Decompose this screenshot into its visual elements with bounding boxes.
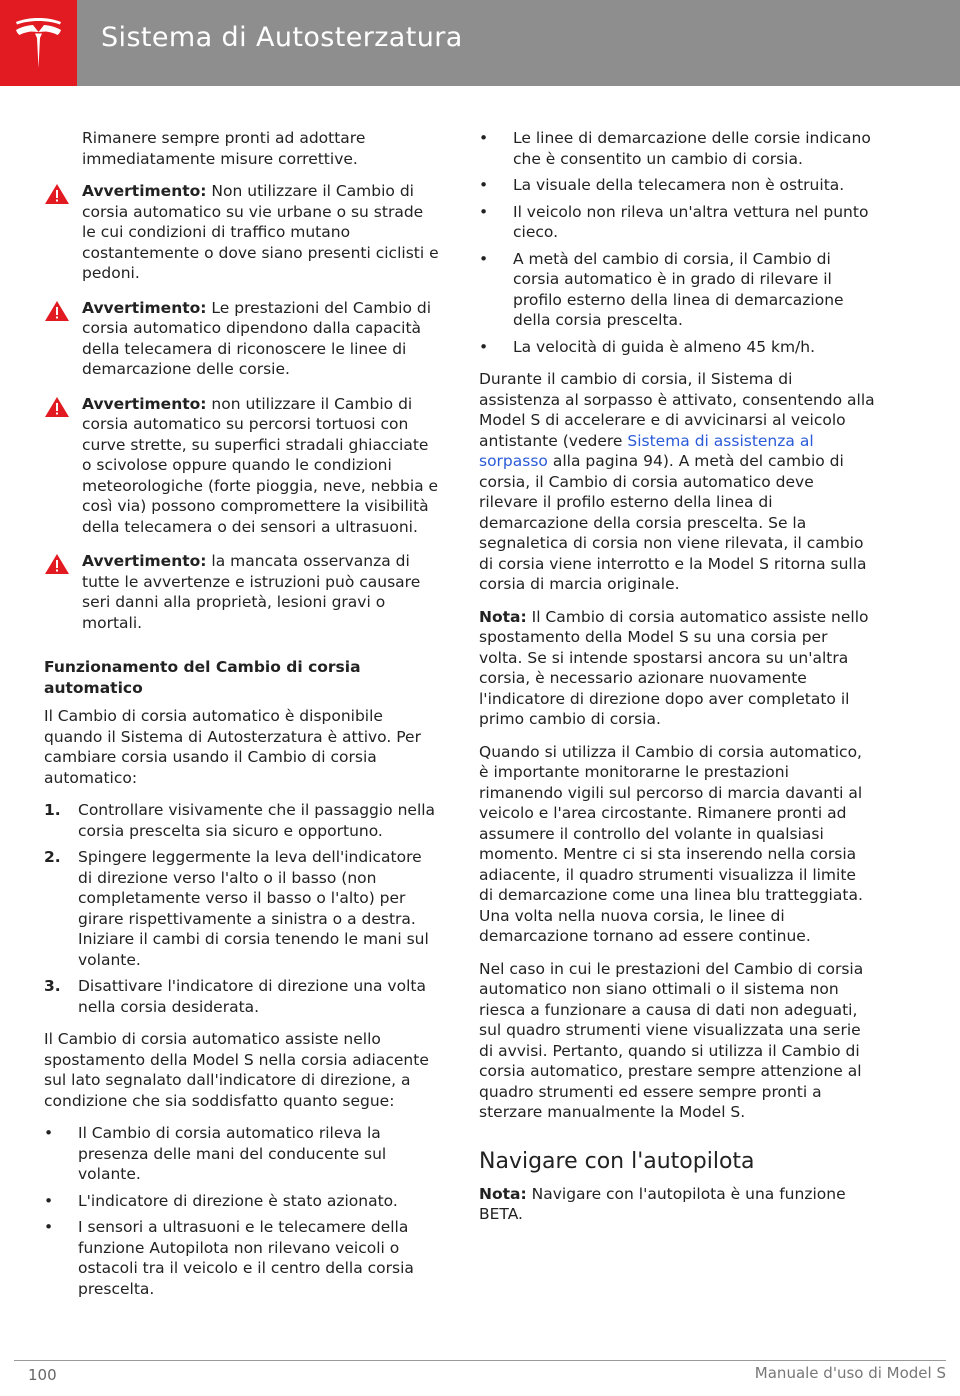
bullet-text: L'indicatore di direzione è stato azionato. <box>78 1191 398 1210</box>
logo-box <box>0 0 77 86</box>
bullet-text: I sensori a ultrasuoni e le telecamere della funzione Autopilota non rilevano veicoli o ostacoli tra il veicolo e il centro della corsia prescelta. <box>78 1218 414 1298</box>
bullet-text: Il veicolo non rileva un'altra vettura nel punto cieco. <box>513 202 869 241</box>
warning-label: Avvertimento: <box>82 394 207 413</box>
note-text: Il Cambio di corsia automatico assiste nello spostamento della Model S su una corsia per volta. Se si intende spostarsi ancora su un'altra corsia, è necessario azionare nuovamente l'indicatore di direzione dopo aver completato il primo cambio di corsia. <box>479 607 869 728</box>
bullet-text: La velocità di guida è almeno 45 km/h. <box>513 337 816 356</box>
list-item <box>44 800 440 841</box>
warning-3 <box>44 394 440 538</box>
step-number: 1. <box>44 801 61 819</box>
warning-triangle-icon <box>44 396 70 418</box>
cross-reference-link[interactable]: Sistema di assistenza al sorpasso <box>479 431 814 470</box>
bullet-icon: • <box>479 202 489 221</box>
paragraph <box>479 369 875 595</box>
paragraph-text: alla pagina 94). A metà del cambio di corsia, il Cambio di corsia automatico deve rilevare il profilo esterno della linea di demarcazione della corsia prescelta. Se la segnaletica di corsia non viene rilevata, il cambio di corsia viene interrotto e la Model S ritorna sulla corsia di marcia originale. <box>479 452 867 593</box>
paragraph: Nel caso in cui le prestazioni del Cambio di corsia automatico non siano ottimali o il sistema non riesca a funzionare a causa di dati non adeguati, sul quadro strumenti viene visualizzata una serie di avvisi. Pertanto, quando si utilizza il Cambio di corsia automatico, prestare sempre attenzione al quadro strumenti ed essere sempre pronti a sterzare manualmente la Model S. <box>479 959 864 1121</box>
warning-label: Avvertimento: <box>82 182 207 200</box>
bullet-icon: • <box>479 249 489 268</box>
bullet-text: Le linee di demarcazione delle corsie indicano che è consentito un cambio di corsia. <box>513 129 871 168</box>
list-item <box>479 128 875 169</box>
step-number: 2. <box>44 848 61 866</box>
bullet-text: La visuale della telecamera non è ostruita. <box>513 176 845 194</box>
manual-title: Manuale d'uso di Model S <box>754 1364 946 1382</box>
bullet-icon: • <box>44 1124 54 1142</box>
page-header <box>0 0 960 86</box>
note-label: Nota: <box>479 1184 527 1203</box>
right-column <box>479 128 875 1237</box>
step-text: Controllare visivamente che il passaggio nella corsia prescelta sia sicuro e opportuno. <box>78 801 436 840</box>
tesla-logo-icon <box>13 18 64 70</box>
warning-text: Le prestazioni del Cambio di corsia automatico dipendono dalla capacità della telecamera di riconoscere le linee di demarcazione delle corsie. <box>82 298 432 378</box>
step-text: Spingere leggermente la leva dell'indicatore di direzione verso l'alto o il basso (non completamente verso il basso o l'alto) per girare rispettivamente a sinistra o a destra. Iniziare il cambi di corsia tenendo le mani sul volante. <box>78 848 429 969</box>
left-column <box>44 128 440 1305</box>
page-title: Sistema di Autosterzatura <box>101 22 463 53</box>
bullet-icon: • <box>44 1218 54 1236</box>
warning-triangle-icon <box>44 183 70 205</box>
bullet-icon: • <box>479 337 489 356</box>
note <box>479 607 875 730</box>
conditions-list-continued <box>479 128 875 357</box>
steps-list <box>44 800 440 1017</box>
footer-divider <box>14 1360 946 1361</box>
warning-text: Non utilizzare il Cambio di corsia automatico su vie urbane o su strade le cui condizioni di traffico mutano costantemente o dove siano presenti ciclisti e pedoni. <box>82 182 439 282</box>
page-number: 100 <box>28 1366 57 1384</box>
bullet-icon: • <box>44 1191 54 1210</box>
intro-text: Rimanere sempre pronti ad adottare immediatamente misure correttive. <box>82 129 366 168</box>
list-item <box>44 847 440 970</box>
bullet-icon: • <box>479 176 489 194</box>
list-item <box>44 976 440 1017</box>
note-text: Navigare con l'autopilota è una funzione BETA. <box>479 1184 846 1223</box>
bullet-text: A metà del cambio di corsia, il Cambio di corsia automatico è in grado di rilevare il profilo esterno della linea di demarcazione della corsia prescelta. <box>513 249 844 329</box>
warning-triangle-icon <box>44 553 70 575</box>
bullet-icon: • <box>479 129 489 147</box>
bullet-text: Il Cambio di corsia automatico rileva la presenza delle mani del conducente sul volante. <box>78 1124 387 1183</box>
conditions-list <box>44 1123 440 1299</box>
warning-triangle-icon <box>44 300 70 322</box>
list-item <box>44 1191 440 1212</box>
list-item <box>479 249 875 331</box>
warning-4 <box>44 551 440 633</box>
list-item <box>44 1123 440 1185</box>
list-item <box>44 1217 440 1299</box>
paragraph: Il Cambio di corsia automatico è disponibile quando il Sistema di Autosterzatura è attivo. Per cambiare corsia usando il Cambio di corsia automatico: <box>44 707 421 787</box>
list-item <box>479 337 875 358</box>
list-item <box>479 175 875 196</box>
warning-text: non utilizzare il Cambio di corsia automatico su percorsi tortuosi con curve strette, su superfici stradali ghiacciate o scivolose oppure quando le condizioni meteorologiche (forte pioggia, neve, nebbia e così via) possono compromettere la visibilità della telecamera o dei sensori a ultrasuoni. <box>82 394 439 536</box>
step-number: 3. <box>44 977 61 995</box>
warning-text: la mancata osservanza di tutte le avvertenze e istruzioni può causare seri danni alla proprietà, lesioni gravi o mortali. <box>82 552 421 632</box>
note-label: Nota: <box>479 607 527 626</box>
paragraph: Il Cambio di corsia automatico assiste nello spostamento della Model S nella corsia adiacente sul lato segnalato dall'indicatore di direzione, a condizione che sia soddisfatto quanto segue: <box>44 1030 429 1110</box>
warning-label: Avvertimento: <box>82 552 207 570</box>
warning-1 <box>44 181 440 284</box>
paragraph: Quando si utilizza il Cambio di corsia automatico, è importante monitorarne le prestazioni rimanendo vigili sul percorso di marcia davanti al veicolo e l'area circostante. Rimanere pronti ad assumere il controllo del volante in qualsiasi momento. Mentre ci si sta inserendo nella corsia adiacente, il quadro strumenti visualizza il limite di demarcazione come una linea blu tratteggiata. Una volta nella nuova corsia, le linee di demarcazione tornano ad essere continue. <box>479 742 863 945</box>
note <box>479 1184 875 1225</box>
warning-label: Avvertimento: <box>82 298 207 317</box>
warning-2 <box>44 298 440 380</box>
list-item <box>479 202 875 243</box>
paragraph-text: Durante il cambio di corsia, il Sistema di assistenza al sorpasso è attivato, consentendo alla Model S di accelerare e di avvicinarsi al veicolo antistante (vedere <box>479 370 875 450</box>
section-heading: Navigare con l'autopilota <box>479 1148 755 1174</box>
step-text: Disattivare l'indicatore di direzione una volta nella corsia desiderata. <box>78 977 426 1016</box>
section-heading: Funzionamento del Cambio di corsia automatico <box>44 658 361 697</box>
